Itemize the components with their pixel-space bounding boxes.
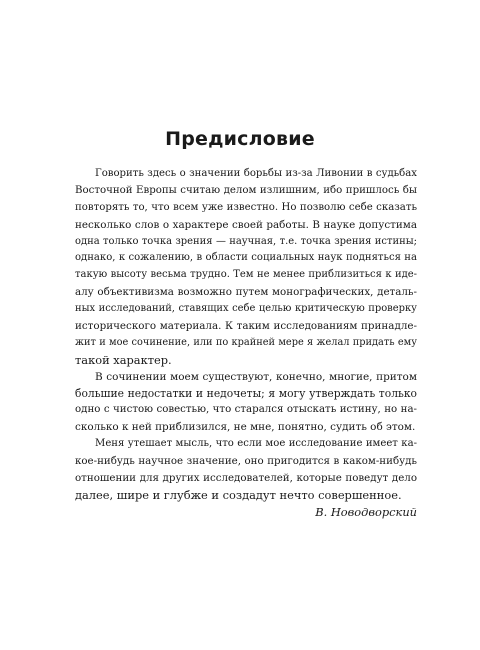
text-line: одна только точка зрения — научная, т.е. точка зрения истины; — [75, 235, 417, 247]
text-line: Восточной Европы считаю делом излишним, ибо пришлось бы — [75, 184, 417, 196]
text-line: далее, шире и глубже и создадут нечто совершенное. — [75, 487, 402, 502]
text-line: исторического материала. К таким исследованиям принадле- — [75, 320, 417, 333]
text-line: однако, к сожалению, в области социальных наук подняться на — [75, 252, 417, 264]
page-title: Предисловие — [165, 128, 315, 150]
text-line: отношении для других исследователей, которые поведут дело — [75, 472, 417, 485]
text-line: Говорить здесь о значении борьбы из-за Ливонии в судьбах — [95, 168, 417, 179]
text-line: повторять то, что всем уже известно. Но позволю себе сказать — [75, 201, 417, 213]
text-line: одно с чистою совестью, что старался отыскать истину, но на- — [75, 404, 417, 416]
text-line: сколько к ней приблизился, не мне, понятно, судить об этом. — [75, 421, 416, 434]
text-line: Меня утешает мысль, что если мое исследование имеет ка- — [95, 438, 417, 450]
text-line: В сочинении моем существуют, конечно, многие, притом — [95, 370, 417, 383]
preface-body — [75, 166, 417, 521]
paragraph-2 — [75, 369, 417, 437]
text-line: такой характер. — [75, 352, 172, 367]
text-line: кое-нибудь научное значение, оно пригодится в каком-нибудь — [75, 455, 417, 468]
text-line: алу объективизма возможно путем монографических, деталь- — [75, 286, 417, 299]
text-line: такую высоту весьма трудно. Тем не менее приблизиться к иде- — [75, 269, 417, 281]
text-line: большие недостатки и недочеты; я могу утверждать только — [75, 386, 417, 400]
text-line: жит и мое сочинение, или по крайней мере я желал придать ему — [75, 336, 417, 348]
author-signature: В. Новодворский — [315, 504, 417, 519]
paragraph-3 — [75, 436, 417, 504]
paragraph-1 — [75, 166, 417, 369]
text-line: ных исследований, ставящих себе целью критическую проверку — [75, 303, 417, 315]
text-line: несколько слов о характере своей работы. В науке допустима — [75, 218, 417, 231]
